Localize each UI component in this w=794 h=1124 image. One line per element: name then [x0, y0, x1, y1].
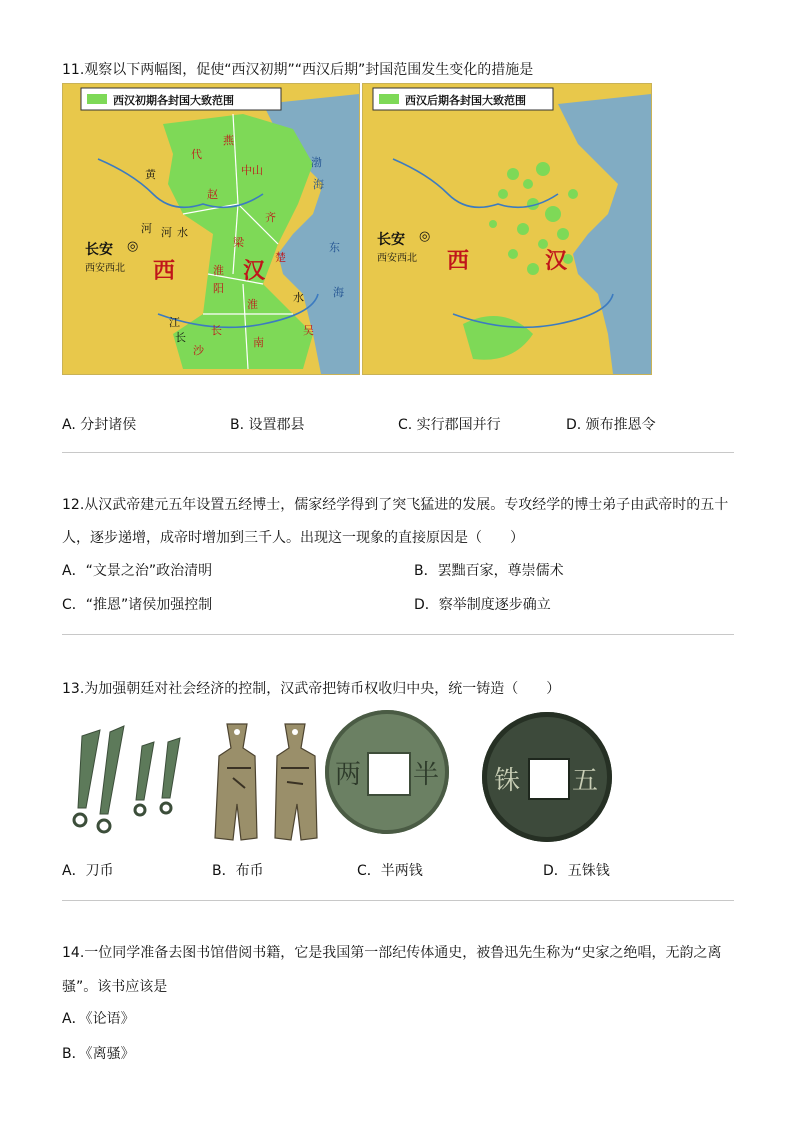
map-label: 长: [175, 331, 186, 344]
map-label: 南: [253, 336, 264, 349]
q13-option-a[interactable]: A．刀币: [62, 863, 114, 879]
q12-stem-line2: 人，逐步递增，成帝时增加到三千人。出现这一现象的直接原因是（ ）: [62, 530, 524, 546]
map-label: 黄: [145, 168, 156, 181]
map-label: 赵: [207, 188, 218, 201]
divider: [62, 634, 734, 635]
map-left-region-han: 汉: [243, 259, 266, 284]
map-label: 河: [141, 222, 152, 235]
map-right-region-han: 汉: [545, 249, 568, 274]
map-right-legend: 西汉后期各封国大致范围: [405, 94, 526, 107]
coin-char: 五: [572, 766, 599, 796]
map-label: 沙: [193, 344, 204, 357]
q11-option-a[interactable]: A. 分封诸侯: [62, 417, 137, 433]
q14-option-b[interactable]: B．《离骚》: [62, 1046, 135, 1062]
map-left-capital-sub: 西安西北: [85, 263, 125, 274]
map-late-svg: [363, 84, 651, 374]
map-label: 水: [293, 291, 304, 304]
divider: [62, 452, 734, 453]
map-label: 代: [191, 148, 202, 161]
map-label: 楚: [275, 251, 286, 264]
q12-stem-line1: 12.从汉武帝建元五年设置五经博士，儒家经学得到了突飞猛进的发展。专攻经学的博士弟子由武帝时的五十: [62, 497, 729, 513]
map-label: 江: [169, 316, 180, 329]
map-label: 齐: [265, 211, 276, 224]
knife-coin-image: [62, 716, 192, 840]
q13-option-b[interactable]: B．布币: [212, 863, 264, 879]
q11-option-b[interactable]: B. 设置郡县: [230, 417, 305, 433]
spade-coin-image: [205, 708, 325, 846]
map-label: 梁: [233, 236, 244, 249]
map-label: 淮: [247, 298, 258, 311]
q12-option-a[interactable]: A．“文景之治”政治清明: [62, 563, 213, 579]
q11-stem: 11.观察以下两幅图，促使“西汉初期”“西汉后期”封国范围发生变化的措施是: [62, 62, 534, 78]
map-late-western-han: [362, 83, 652, 375]
map-left-legend: 西汉初期各封国大致范围: [113, 94, 234, 107]
q14-option-a[interactable]: A．《论语》: [62, 1011, 135, 1027]
q12-option-b[interactable]: B．罢黜百家，尊崇儒术: [414, 563, 564, 579]
coin-char: 两: [335, 760, 362, 790]
map-label: 长: [211, 324, 222, 337]
wuzhu-coin-image: [482, 712, 612, 842]
q12-option-c[interactable]: C．“推恩”诸侯加强控制: [62, 597, 213, 613]
coin-char: 半: [413, 760, 440, 790]
map-label: 淮: [213, 264, 224, 277]
q11-option-c[interactable]: C. 实行郡国并行: [398, 417, 501, 433]
map-label: 中山: [241, 164, 263, 177]
q12-option-d[interactable]: D．察举制度逐步确立: [414, 597, 551, 613]
map-label: 水: [177, 226, 188, 239]
map-right-capital-sub: 西安西北: [377, 253, 417, 264]
map-right-region-west: 西: [447, 249, 470, 274]
q13-option-d[interactable]: D．五铢钱: [543, 863, 610, 879]
map-label: 渤: [311, 156, 322, 169]
q14-stem-line2: 骚”。该书应该是: [62, 979, 168, 995]
map-label: 燕: [223, 134, 234, 147]
map-left-capital: 长安: [85, 242, 113, 258]
map-label: 海: [333, 286, 344, 299]
map-early-western-han: [62, 83, 360, 375]
capital-marker-icon: ◎: [127, 239, 139, 254]
map-label: 东: [329, 241, 340, 254]
map-label: 河: [161, 226, 172, 239]
map-label: 海: [313, 178, 324, 191]
map-right-capital: 长安: [377, 232, 405, 248]
divider: [62, 900, 734, 901]
q14-stem-line1: 14.一位同学准备去图书馆借阅书籍，它是我国第一部纪传体通史，被鲁迅先生称为“史家之绝唱，无韵之离: [62, 945, 722, 961]
map-label: 阳: [213, 282, 224, 295]
q13-stem: 13.为加强朝廷对社会经济的控制，汉武帝把铸币权收归中央，统一铸造（ ）: [62, 681, 561, 697]
coin-square-hole: [528, 758, 570, 800]
q13-option-c[interactable]: C．半两钱: [357, 863, 423, 879]
coin-char: 铢: [494, 766, 521, 796]
map-label: 吴: [303, 324, 314, 337]
coin-square-hole: [367, 752, 411, 796]
map-left-region-west: 西: [153, 259, 176, 284]
banliang-coin-image: [325, 710, 449, 834]
q11-option-d[interactable]: D. 颁布推恩令: [566, 417, 656, 433]
capital-marker-icon: ◎: [419, 229, 431, 244]
